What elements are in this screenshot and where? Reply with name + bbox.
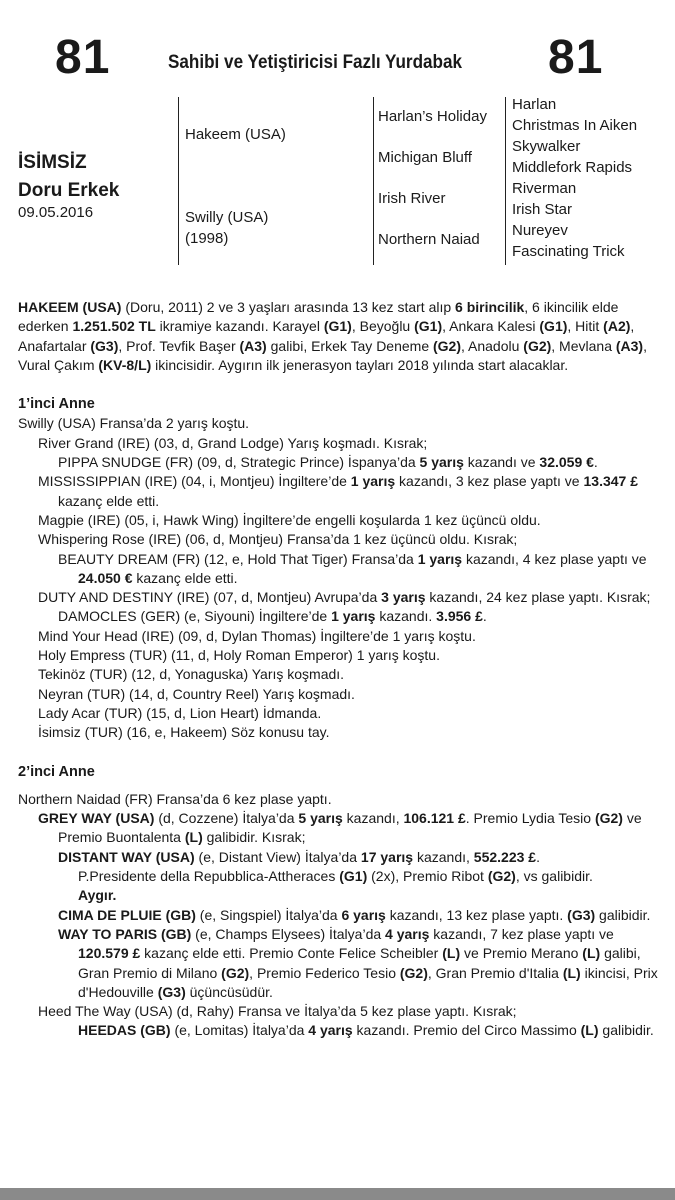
list-item: Lady Acar (TUR) (15, d, Lion Heart) İdmanda. (38, 704, 322, 721)
list-item: Neyran (TUR) (14, d, Country Reel) Yarış koşmadı. (38, 685, 355, 702)
pedigree-gen4-5: Riverman (512, 180, 577, 197)
second-dam-title: 2’inci Anne (18, 763, 95, 780)
list-item: İsimsiz (TUR) (16, e, Hakeem) Söz konusu tay. (38, 724, 330, 741)
pedigree-dam-year: (1998) (185, 230, 229, 247)
list-item: Tekinöz (TUR) (12, d, Yonaguska) Yarış koşmadı. (38, 666, 345, 683)
horse-birth-date: 09.05.2016 (18, 204, 94, 221)
list-item: WAY TO PARIS (GB) (e, Champs Elysees) İtalya’da 4 yarış kazandı, 7 kez plase yaptı ve 120.579 £ kazanç elde etti. Premio Conte Felice Scheibler (L) ve Premio Merano (L) galibi, Gran Premio di Milano (G2), Premio Federico Tesio (G2), Gran Premio d'Italia (L) ikincisi, Prix d'Hedouville (G3) üçüncüsüdür. (58, 925, 658, 1000)
pedigree-sire: Hakeem (USA) (185, 126, 286, 143)
pedigree-divider-3 (505, 97, 506, 265)
list-item: Heed The Way (USA) (d, Rahy) Fransa ve İtalya’da 5 kez plase yaptı. Kısrak; (38, 1003, 517, 1020)
pedigree-gen4-4: Middlefork Rapids (512, 159, 633, 176)
pedigree-gen3-4: Northern Naiad (378, 231, 480, 248)
pedigree-gen4-2: Christmas In Aiken (512, 117, 638, 134)
pedigree-gen3-2: Michigan Bluff (378, 149, 472, 166)
list-item: MISSISSIPPIAN (IRE) (04, i, Montjeu) İngiltere’de 1 yarış kazandı, 3 kez plase yaptı ve 13.347 £ kazanç elde etti. (38, 473, 638, 509)
list-item: DISTANT WAY (USA) (e, Distant View) İtalya’da 17 yarış kazandı, 552.223 £. (58, 848, 540, 865)
list-item: BEAUTY DREAM (FR) (12, e, Hold That Tiger) Fransa’da 1 yarış kazandı, 4 kez plase yaptı ve 24.050 € kazanç elde etti. (58, 550, 647, 586)
first-dam-intro: Swilly (USA) Fransa’da 2 yarış koştu. (18, 415, 250, 432)
list-item: CIMA DE PLUIE (GB) (e, Singspiel) İtalya’da 6 yarış kazandı, 13 kez plase yaptı. (G3) galibidir. (58, 906, 651, 923)
list-item: Holy Empress (TUR) (11, d, Holy Roman Emperor) 1 yarış koştu. (38, 647, 440, 664)
list-item: P.Presidente della Repubblica-Attheraces (G1) (2x), Premio Ribot (G2), vs galibidir. (78, 868, 593, 885)
bottom-bar (0, 1188, 675, 1200)
lot-number-left: 81 (55, 31, 111, 84)
list-item: River Grand (IRE) (03, d, Grand Lodge) Yarış koşmadı. Kısrak; (38, 434, 428, 451)
pedigree-gen4-8: Fascinating Trick (512, 243, 625, 260)
list-item: Mind Your Head (IRE) (09, d, Dylan Thomas) İngiltere’de 1 yarış koştu. (38, 627, 476, 644)
list-item: DAMOCLES (GER) (e, Siyouni) İngiltere’de 1 yarış kazandı. 3.956 £. (58, 608, 487, 625)
horse-name: İSİMSİZ (18, 152, 87, 173)
sire-paragraph: HAKEEM (USA) (Doru, 2011) 2 ve 3 yaşları arasında 13 kez start alıp 6 birincilik, 6 ikincilik elde ederken 1.251.502 TL ikramiye kazandı. Karayel (G1), Beyoğlu (G1), Ankara Kalesi (G1), Hitit (A2), Anafartalar (G3), Prof. Tevfik Başer (A3) galibi, Erkek Tay Deneme (G2), Anadolu (G2), Mevlana (A3), Vural Çakım (KV-8/L) ikincisidir. Aygırın ilk jenerasyon tayları 2018 yılında start alacaklar. (18, 299, 647, 373)
pedigree-gen3-1: Harlan’s Holiday (378, 108, 487, 125)
pedigree-dam: Swilly (USA) (185, 209, 269, 226)
list-item: HEEDAS (GB) (e, Lomitas) İtalya’da 4 yarış kazandı. Premio del Circo Massimo (L) galibidir. (78, 1022, 654, 1039)
first-dam-title: 1’inci Anne (18, 396, 95, 413)
list-item: GREY WAY (USA) (d, Cozzene) İtalya’da 5 yarış kazandı, 106.121 £. Premio Lydia Tesio (G2) ve Premio Buontalenta (L) galibidir. Kısrak; (38, 810, 642, 846)
page-title: Sahibi ve Yetiştiricisi Fazlı Yurdabak (168, 52, 463, 73)
list-item: Magpie (IRE) (05, i, Hawk Wing) İngiltere’de engelli koşularda 1 kez üçüncü oldu. (38, 511, 541, 528)
pedigree-divider-2 (373, 97, 374, 265)
horse-color-sex: Doru Erkek (18, 180, 120, 201)
lot-number-right: 81 (548, 31, 604, 84)
pedigree-gen4-7: Nureyev (512, 222, 568, 239)
second-dam-intro: Northern Naidad (FR) Fransa’da 6 kez plase yaptı. (18, 790, 332, 807)
catalogue-body (18, 298, 658, 1041)
list-item: DUTY AND DESTINY (IRE) (07, d, Montjeu) Avrupa’da 3 yarış kazandı, 24 kez plase yaptı. Kısrak; (38, 589, 651, 606)
list-item: PIPPA SNUDGE (FR) (09, d, Strategic Prince) İspanya’da 5 yarış kazandı ve 32.059 €. (58, 454, 598, 471)
pedigree-gen4-1: Harlan (512, 96, 557, 113)
pedigree-gen3-3: Irish River (378, 190, 446, 207)
pedigree-gen4-3: Skywalker (512, 138, 581, 155)
pedigree-gen4-6: Irish Star (512, 201, 573, 218)
list-item: Aygır. (78, 887, 117, 904)
pedigree-divider-1 (178, 97, 179, 265)
list-item: Whispering Rose (IRE) (06, d, Montjeu) Fransa’da 1 kez üçüncü oldu. Kısrak; (38, 531, 518, 548)
